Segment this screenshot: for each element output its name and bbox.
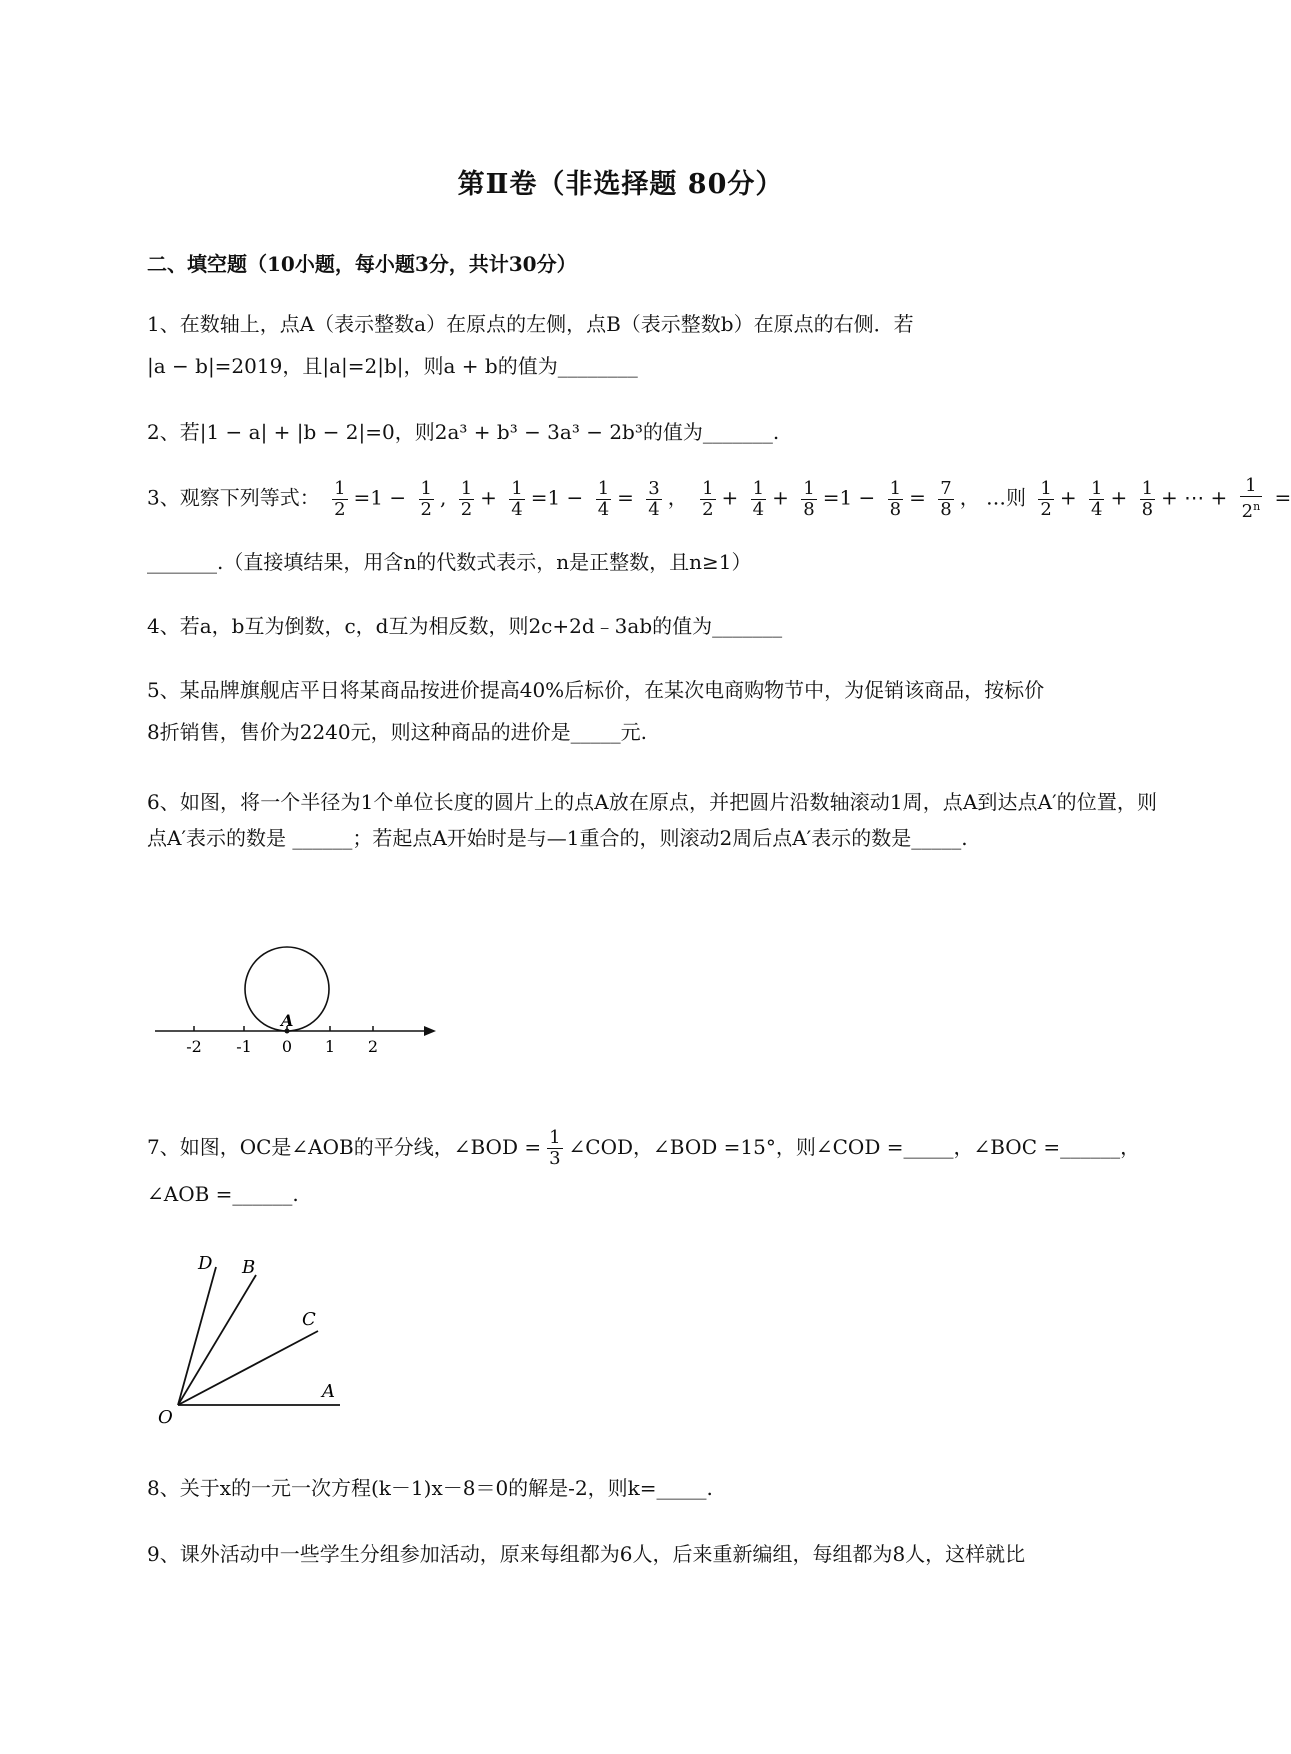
ray-oc (178, 1331, 318, 1405)
fraction: $\frac{1}{4}$ (1090, 477, 1103, 520)
fraction: $\frac{1}{8}$ (889, 477, 902, 520)
fraction: $\frac{1}{8}$ (803, 477, 815, 520)
axis-arrow-icon (424, 1026, 436, 1036)
fraction: $\frac{1}{2}$ (420, 477, 432, 520)
fraction: $\frac{1}{2}$ (1040, 477, 1052, 520)
point-a-label: A (281, 1011, 294, 1030)
question-3-tail: = (1274, 485, 1291, 510)
question-7-line-1 (147, 1128, 1140, 1169)
label-o: O (158, 1407, 173, 1428)
fraction: $\frac{1}{4}$ (511, 477, 523, 520)
question-4: 4、若a，b互为倒数，c，d互为相反数，则2c+2d﹣3ab的值为_______ (147, 614, 783, 638)
fraction: $\frac{1}{8}$ (1141, 477, 1154, 520)
fraction: $\frac{7}{8}$ (940, 477, 952, 520)
fraction: $\frac{3}{4}$ (648, 477, 660, 520)
ray-ob (178, 1275, 256, 1405)
fraction: $\frac{1}{2^n}$ (1241, 475, 1261, 522)
angle-figure (150, 1245, 350, 1430)
tick-label: -2 (186, 1037, 202, 1056)
question-3-then: …则 (986, 485, 1027, 510)
label-d: D (198, 1253, 213, 1274)
question-7-part-b: ∠COD，∠BOD =15°，则∠COD =_____，∠BOC =______， (568, 1135, 1141, 1159)
fraction: $\frac{1}{2}$ (702, 477, 714, 520)
fraction-denominator: 3 (549, 1148, 561, 1169)
question-7-line-2: ∠AOB =______. (147, 1182, 299, 1206)
question-3-lead: 3、观察下列等式： (147, 485, 320, 510)
section-heading: 二、填空题（10小题，每小题3分，共计30分） (147, 252, 577, 276)
fraction: $\frac{1}{4}$ (597, 477, 610, 520)
fraction: $\frac{1}{2}$ (460, 477, 473, 520)
label-a: A (322, 1381, 335, 1402)
fraction: $\frac{1}{4}$ (752, 477, 765, 520)
page-title: 第Ⅱ卷（非选择题 80分） (457, 169, 784, 200)
tick-label: 0 (281, 1037, 293, 1056)
question-8: 8、关于x的一元一次方程(k－1)x－8＝0的解是-2，则k=_____. (147, 1476, 713, 1500)
question-6: 6、如图，将一个半径为1个单位长度的圆片上的点A放在原点，并把圆片沿数轴滚动1周，点A到达点A′的位置，则点A′表示的数是 ______；若起点A开始时是与—1重合的，则滚动2周后点A′表示的数是_____. (147, 790, 1157, 850)
question-2: 2、若|1 − a| + |b − 2|=0，则2a³ + b³ − 3a³ − 2b³的值为_______. (147, 420, 780, 444)
number-line-figure (150, 940, 450, 1065)
question-1-line-1: 1、在数轴上，点A（表示整数a）在原点的左侧，点B（表示整数b）在原点的右侧．若 (147, 312, 914, 336)
tick-label: 1 (324, 1037, 336, 1056)
question-1-line-2: |a − b|=2019，且|a|=2|b|，则a + b的值为________ (147, 354, 638, 378)
question-7-part-a: 7、如图，OC是∠AOB的平分线，∠BOD = (147, 1135, 542, 1159)
fraction-one-third (547, 1128, 562, 1169)
question-3-line-2: _______.（直接填结果，用含n的代数式表示，n是正整数，且n≥1） (147, 550, 752, 574)
question-9: 9、课外活动中一些学生分组参加活动，原来每组都为6人，后来重新编组，每组都为8人，这样就比 (147, 1542, 1026, 1566)
fraction-numerator: 1 (549, 1127, 561, 1148)
question-5-line-2: 8折销售，售价为2240元，则这种商品的进价是_____元. (147, 720, 647, 744)
question-3-line-1: 3、观察下列等式： $\frac{1}{2}$ =1 − $\frac{1}{2}$ , $\frac{1}{2}$ + $\frac{1}{4}$ =1 − $\frac{1}{4}$ = $\frac{3}{4}$ ， $\frac{1}{2}$ + $\frac{1}{4}$ + $\frac{1}{8}$ =1 − $\frac{1}{8}$ = $\frac{7}{8}$ ， …则 $\frac{1}{2}$ + $\frac{1}{4}$ + $\frac{1}{8}$ + ⋯ + $\frac{1}{2^n}$ = (147, 475, 1291, 522)
tick-label: 2 (367, 1037, 379, 1056)
ray-od (178, 1267, 216, 1405)
question-5-line-1: 5、某品牌旗舰店平日将某商品按进价提高40%后标价，在某次电商购物节中，为促销该商品，按标价 (147, 678, 1045, 702)
tick-label: -1 (236, 1037, 252, 1056)
label-c: C (302, 1309, 316, 1330)
fraction: $\frac{1}{2}$ (334, 477, 346, 520)
label-b: B (242, 1257, 256, 1278)
